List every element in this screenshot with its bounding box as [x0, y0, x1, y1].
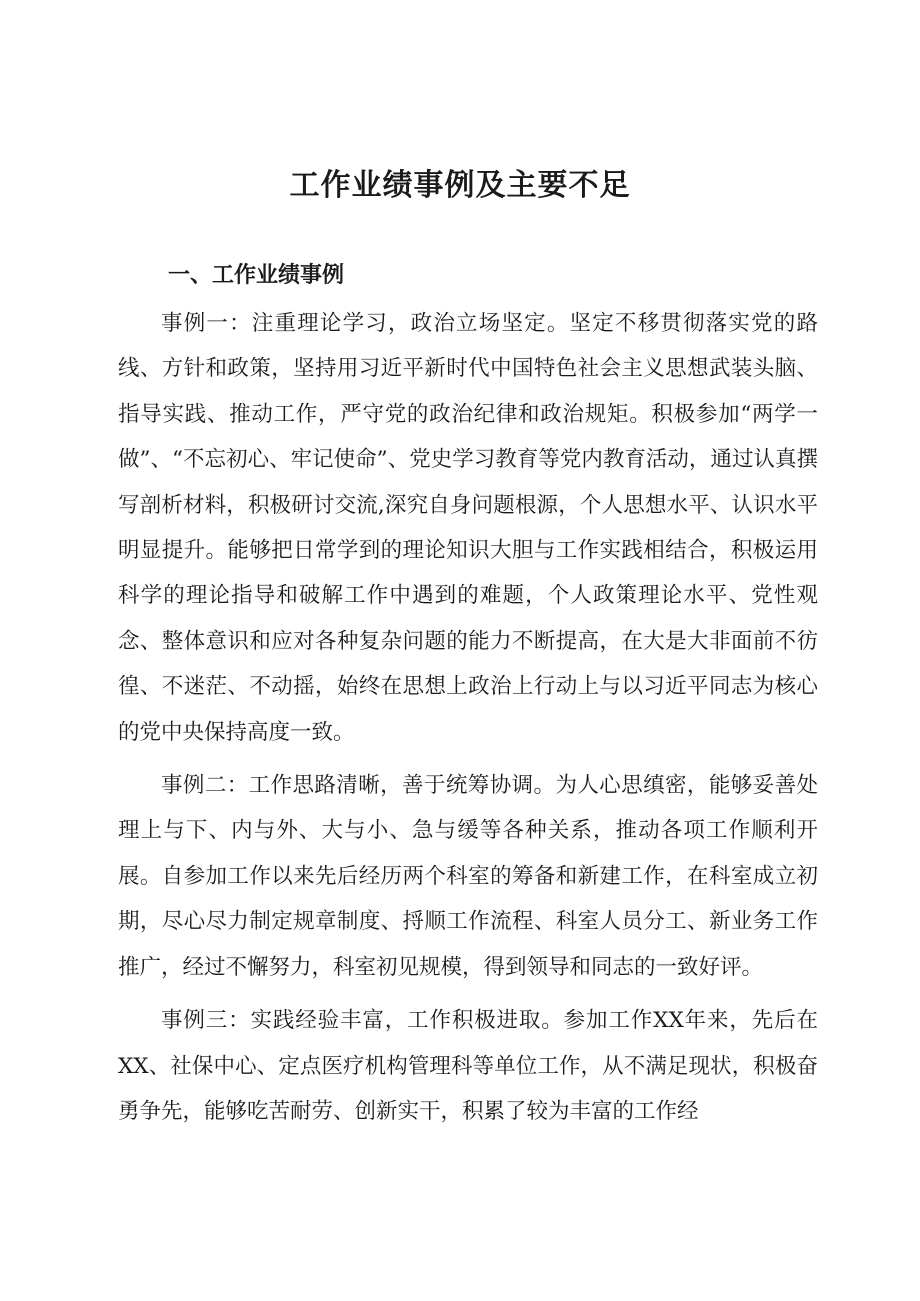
paragraph-example-1: 事例一：注重理论学习，政治立场坚定。坚定不移贯彻落实党的路线、方针和政策，坚持用习近平新时代中国特色社会主义思想武装头脑、指导实践、推动工作，严守党的政治纪律和政治规矩。积极参加“两学一做”、“不忘初心、牢记使命”、党史学习教育等党内教育活动，通过认真撰写剖析材料，积极研讨交流,深究自身问题根源，个人思想水平、认识水平明显提升。能够把日常学到的理论知识大胆与工作实践相结合，积极运用科学的理论指导和破解工作中遇到的难题，个人政策理论水平、党性观念、整体意识和应对各种复杂问题的能力不断提高，在大是大非面前不彷徨、不迷茫、不动摇，始终在思想上政治上行动上与以习近平同志为核心的党中央保持高度一致。 — [118, 311, 818, 745]
paragraph-example-3: 事例三：实践经验丰富，工作积极进取。参加工作XX年来，先后在XX、社保中心、定点医疗机构管理科等单位工作，从不满足现状，积极奋勇争先，能够吃苦耐劳、创新实干，积累了较为丰富的工作经 — [118, 1008, 818, 1124]
document-title: 工作业绩事例及主要不足 — [289, 168, 631, 203]
document-body — [118, 301, 818, 1134]
paragraph-example-2: 事例二：工作思路清晰，善于统筹协调。为人心思缜密，能够妥善处理上与下、内与外、大与小、急与缓等各种关系，推动各项工作顺利开展。自参加工作以来先后经历两个科室的筹备和新建工作，在科室成立初期，尽心尽力制定规章制度、捋顺工作流程、科室人员分工、新业务工作推广，经过不懈努力，科室初见规模，得到领导和同志的一致好评。 — [118, 773, 818, 980]
section-heading: 一、工作业绩事例 — [168, 263, 345, 288]
